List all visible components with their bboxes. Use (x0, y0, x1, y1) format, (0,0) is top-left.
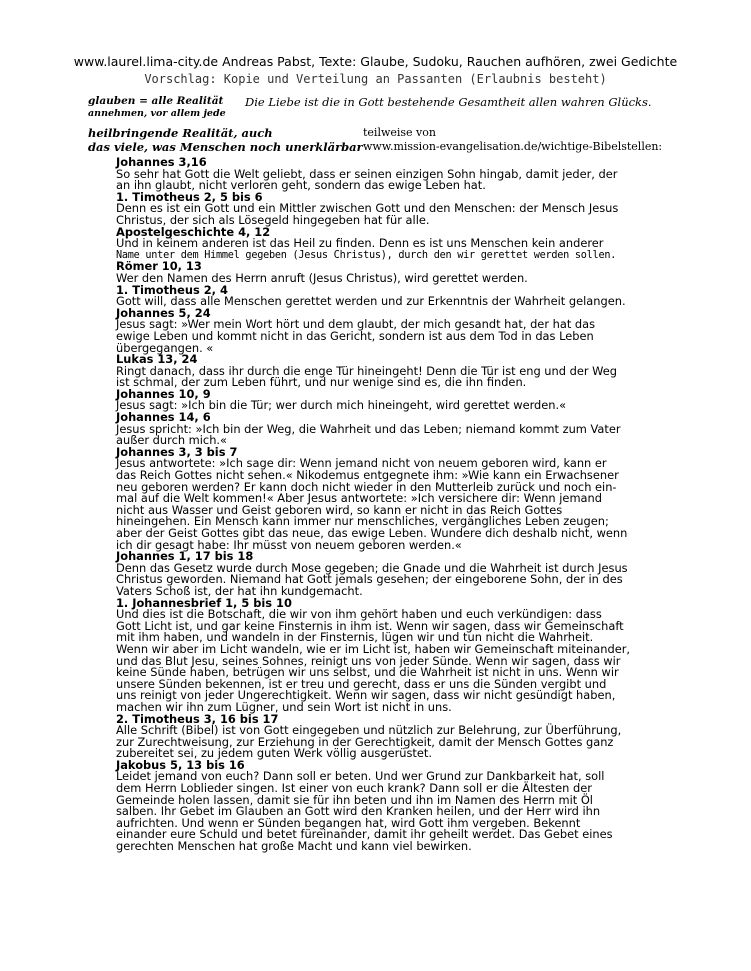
header-line-1: www.laurel.lima-city.de Andreas Pabst, Texte: Glaube, Sudoku, Rauchen aufhören, zwei Gedichte (73, 54, 678, 69)
passage-reference: Johannes 5, 24 (116, 305, 211, 320)
passage-reference: Johannes 14, 6 (116, 410, 211, 425)
bible-passages (116, 157, 666, 853)
passage-text-line: Ringt danach, dass ihr durch die enge Tür hineingeht! Denn die Tür ist eng und der Weg (116, 363, 617, 378)
passage-text-line: und das Blut Jesu, seines Sohnes, reinigt uns von jeder Sünde. Wenn wir sagen, dass wir (116, 653, 621, 668)
passage (116, 595, 666, 714)
intro-source-line-2: www.mission-evangelisation.de/wichtige-Bibelstellen: (363, 140, 663, 153)
passage (116, 386, 666, 413)
intro-glauben: glauben = alle Realität (88, 95, 224, 107)
passage-text-line: Jesus spricht: »Ich bin der Weg, die Wahrheit und das Leben; niemand kommt zum Vater (116, 421, 621, 436)
passage-text-line: Und in keinem anderen ist das Heil zu finden. Denn es ist uns Menschen kein anderer (116, 236, 604, 251)
passage-text-line: hineingehen. Ein Mensch kann immer nur menschliches, vergängliches Leben zeugen; (116, 514, 609, 529)
passage (116, 354, 666, 389)
passage (116, 224, 666, 262)
passage-text-line: Leidet jemand von euch? Dann soll er beten. Und wer Grund zur Dankbarkeit hat, soll (116, 769, 605, 784)
passage-text-line: unsere Sünden bekennen, ist er treu und gerecht, dass er uns die Sünden vergibt und (116, 676, 607, 691)
passage-text-line: Wenn wir aber im Licht wandeln, wie er im Licht ist, haben wir Gemeinschaft miteinander, (116, 641, 631, 656)
passage-reference: 1. Timotheus 2, 5 bis 6 (116, 189, 263, 204)
passage-text-line: Jesus sagt: »Wer mein Wort hört und dem glaubt, der mich gesandt hat, der hat das (116, 317, 596, 332)
passage-reference: Apostelgeschichte 4, 12 (116, 224, 271, 239)
passage-reference: Johannes 3,16 (116, 155, 207, 169)
passage-reference: Jakobus 5, 13 bis 16 (116, 757, 245, 772)
passage (116, 757, 666, 854)
passage-text-line: machen wir ihn zum Lügner, und sein Wort ist nicht in uns. (116, 699, 452, 714)
header-line-2: Vorschlag: Kopie und Verteilung an Passanten (Erlaubnis besteht) (144, 72, 607, 86)
passage-reference: Römer 10, 13 (116, 259, 202, 274)
passage-text-line: Alle Schrift (Bibel) ist von Gott eingegeben und nützlich zur Belehrung, zur Überführung, (116, 723, 622, 738)
passage-reference: Johannes 10, 9 (116, 386, 211, 401)
passage-text-line: mit ihm haben, und wandeln in der Finsternis, lügen wir und tun nicht die Wahrheit. (116, 630, 594, 645)
passage-reference: 1. Johannesbrief 1, 5 bis 10 (116, 595, 292, 610)
passage (116, 711, 666, 761)
passage-text-line: ich dir gesagt habe: Ihr müsst von neuem geboren werden.« (116, 537, 462, 552)
passage (116, 551, 666, 597)
intro-heilbringend-line-2: das viele, was Menschen noch unerklärbar (88, 140, 363, 154)
passage-text-line: uns reinigt von jeder Ungerechtigkeit. Wenn wir sagen, dass wir nicht gesündigt haben, (116, 688, 616, 703)
passage-text-line: keine Sünde haben, betrügen wir uns selbst, und die Wahrheit ist nicht in uns. Wenn wir (116, 665, 619, 680)
intro-heilbringend (88, 126, 363, 154)
passage-text-line: Gott will, dass alle Menschen gerettet werden und zur Erkenntnis der Wahrheit gelangen. (116, 294, 626, 309)
passage-text-line: Denn das Gesetz wurde durch Mose gegeben; die Gnade und die Wahrheit ist durch Jesus (116, 560, 628, 575)
passage-text-line: einander eure Schuld und betet füreinander, damit ihr geheilt werdet. Das Gebet eines (116, 827, 613, 842)
passage-text-line: Jesus antwortete: »Ich sage dir: Wenn jemand nicht von neuem geboren wird, kann er (116, 456, 607, 471)
passage-text-line: Christus, der sich als Lösegeld hingegeben hat für alle. (116, 212, 430, 227)
passage (116, 282, 666, 309)
passage-text-line: Denn es ist ein Gott und ein Mittler zwischen Gott und den Menschen: der Mensch Jesus (116, 201, 619, 216)
passage-reference: Johannes 1, 17 bis 18 (116, 549, 254, 564)
passage-text-line: übergegangen. « (116, 340, 214, 355)
passage-reference: 1. Timotheus 2, 4 (116, 282, 228, 297)
passage-text-line: zur Zurechtweisung, zur Erziehung in der Gerechtigkeit, damit der Mensch Gottes ganz (116, 734, 614, 749)
passage (116, 157, 666, 192)
passage-text-line: Christus geworden. Niemand hat Gott jemals gesehen; der eingeborene Sohn, der in des (116, 572, 623, 587)
passage-reference: Johannes 3, 3 bis 7 (116, 444, 238, 459)
intro-annehmen: annehmen, vor allem jede (88, 108, 226, 119)
passage-reference: 2. Timotheus 3, 16 bis 17 (116, 711, 279, 726)
passage-text-line: Gemeinde holen lassen, damit sie für ihn beten und ihn im Namen des Herrn mit Öl (116, 792, 593, 807)
passage-text-line: ist schmal, der zum Leben führt, und nur wenige sind es, die ihn finden. (116, 375, 527, 390)
passage (116, 261, 666, 284)
passage-text-line: außer durch mich.« (116, 433, 228, 448)
passage (116, 305, 666, 355)
passage-text-line: neu geboren werden? Er kann doch nicht wieder in den Mutterleib zurück und noch ein- (116, 479, 617, 494)
passage-text-line: salben. Ihr Gebet im Glauben an Gott wird den Kranken heilen, und der Herr wird ihn (116, 804, 601, 819)
passage (116, 412, 666, 447)
intro-liebe: Die Liebe ist die in Gott bestehende Gesamtheit allen wahren Glücks. (245, 95, 652, 109)
passage-text-line: Vaters Schoß ist, der hat ihn kundgemacht. (116, 583, 363, 598)
passage-text-line: nicht aus Wasser und Geist geboren wird, so kann er nicht in das Reich Gottes (116, 502, 563, 517)
intro-source-line-1: teilweise von (363, 126, 436, 139)
passage-text-line: das Reich Gottes nicht sehen.« Nikodemus entgegnete ihm: »Wie kann ein Erwachsener (116, 468, 619, 483)
passage-text-line: Name unter dem Himmel gegeben (Jesus Christus), durch den wir gerettet werden sollen. (116, 249, 617, 261)
passage-text-line: aufrichten. Und wenn er Sünden begangen hat, wird Gott ihm vergeben. Bekennt (116, 815, 581, 830)
passage-text-line: gerechten Menschen hat große Macht und kann viel bewirken. (116, 839, 472, 854)
passage (116, 189, 666, 227)
intro-source (363, 126, 662, 154)
passage-text-line: Wer den Namen des Herrn anruft (Jesus Christus), wird gerettet werden. (116, 270, 528, 285)
passage-text-line: ewige Leben und kommt nicht in das Gericht, sondern ist aus dem Tod in das Leben (116, 328, 594, 343)
passage-reference: Lukas 13, 24 (116, 352, 198, 367)
passage-text-line: Gott Licht ist, und gar keine Finsternis in ihm ist. Wenn wir sagen, dass wir Gemeinschaft (116, 618, 624, 633)
passage-text-line: mal auf die Welt kommen!« Aber Jesus antwortete: »Ich versichere dir: Wenn jemand (116, 491, 602, 506)
intro-heilbringend-line-1: heilbringende Realität, auch (88, 126, 273, 140)
passage-text-line: Und dies ist die Botschaft, die wir von ihm gehört haben und euch verkündigen: dass (116, 607, 602, 622)
passage (116, 444, 666, 552)
passage-text-line: an ihn glaubt, nicht verloren geht, sondern das ewige Leben hat. (116, 178, 486, 193)
passage-text-line: Jesus sagt: »Ich bin die Tür; wer durch mich hineingeht, wird gerettet werden.« (116, 398, 567, 413)
passage-text-line: So sehr hat Gott die Welt geliebt, dass er seinen einzigen Sohn hingab, damit jeder, der (116, 166, 618, 181)
passage-text-line: zubereitet sei, zu jedem guten Werk völlig ausgerüstet. (116, 746, 432, 761)
passage-text-line: dem Herrn Loblieder singen. Ist einer von euch krank? Dann soll er die Ältesten der (116, 781, 592, 796)
passage-text-line: aber der Geist Gottes gibt das neue, das ewige Leben. Wundere dich deshalb nicht, wenn (116, 526, 628, 540)
